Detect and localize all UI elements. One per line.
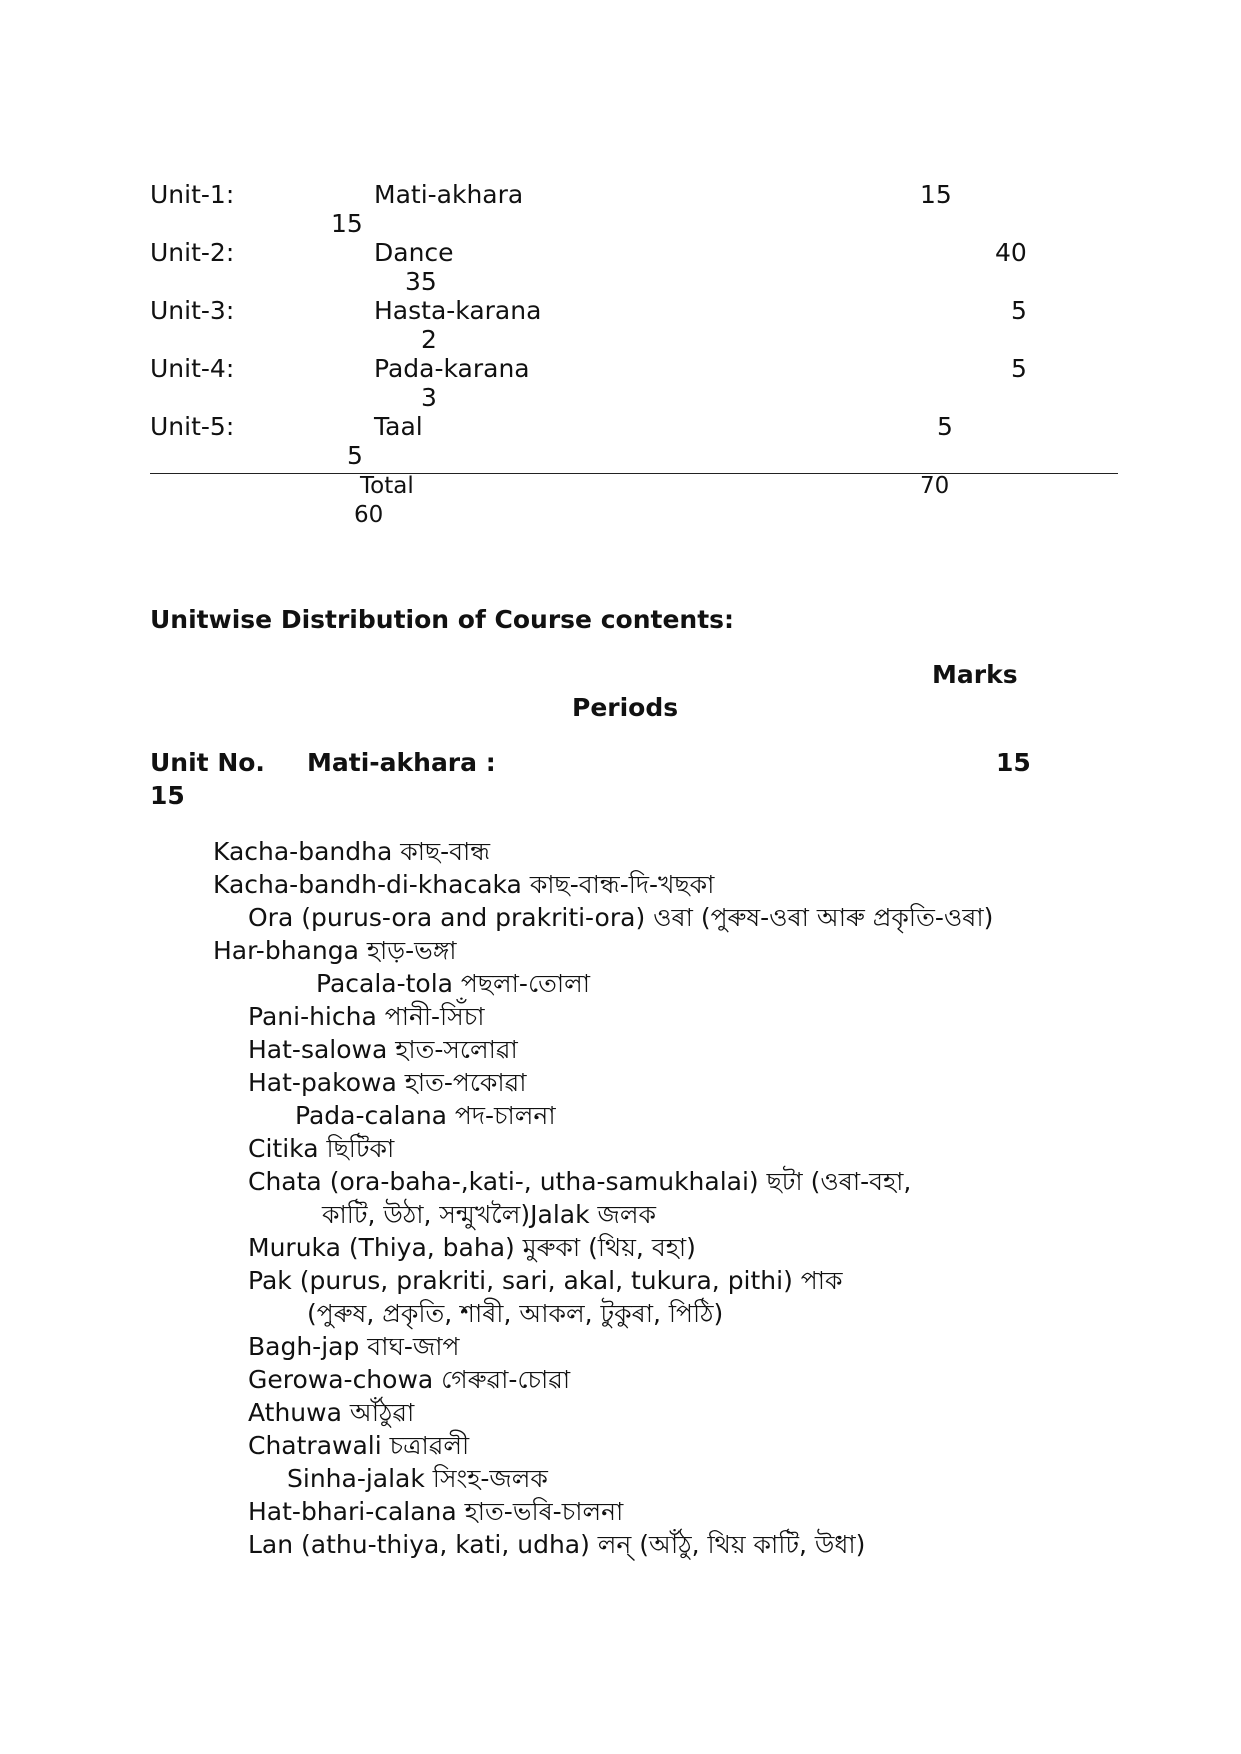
unit-marks: 5 <box>1011 296 1027 325</box>
total-label: Total <box>360 473 414 499</box>
unit-topic: Pada-karana <box>374 354 530 383</box>
unit-label: Unit-2: <box>150 238 235 267</box>
unit-label: Unit-1: <box>150 180 235 209</box>
unit-topic: Mati-akhara <box>374 180 524 209</box>
list-item: Pak (purus, prakriti, sari, akal, tukura, pithi) পাক <box>248 1266 843 1295</box>
unit-periods: 35 <box>405 267 437 296</box>
list-item: Chatrawali চত্ৰাৱলী <box>248 1431 470 1460</box>
unit-periods: 5 <box>347 441 363 470</box>
total-marks: 70 <box>920 473 950 499</box>
total-divider <box>150 473 1118 474</box>
list-item: কাটি, উঠা, সন্মুখলৈ)Jalak জলক <box>322 1200 656 1229</box>
total-periods: 60 <box>354 502 384 528</box>
list-item: Bagh-jap বাঘ-জাপ <box>248 1332 460 1361</box>
unit-marks: 5 <box>937 412 953 441</box>
list-item: Sinha-jalak সিংহ-জলক <box>287 1464 548 1493</box>
list-item: Hat-bhari-calana হাত-ভৰি-চালনা <box>248 1497 624 1526</box>
unit-topic: Taal <box>374 412 423 441</box>
list-item: Chata (ora-baha-,kati-, utha-samukhalai) ছটা (ওৰা-বহা, <box>248 1167 912 1196</box>
list-item: Gerowa-chowa গেৰুৱা-চোৱা <box>248 1365 571 1394</box>
unit-marks: 15 <box>996 748 1031 777</box>
list-item: Citika ছিটিকা <box>248 1134 395 1163</box>
list-item: Lan (athu-thiya, kati, udha) লন্ (আঁঠু, থিয় কাটি, উধা) <box>248 1530 866 1559</box>
unit-marks: 15 <box>920 180 952 209</box>
list-item: Har-bhanga হাড়-ভঙ্গা <box>213 936 457 965</box>
unit-topic: Dance <box>374 238 454 267</box>
unit-label: Unit-3: <box>150 296 235 325</box>
marks-header: Marks <box>932 660 1018 689</box>
list-item: Pada-calana পদ-চালনা <box>295 1101 556 1130</box>
list-item: Pani-hicha পানী-সিঁচা <box>248 1002 485 1031</box>
unit-periods: 3 <box>421 383 437 412</box>
list-item: Kacha-bandh-di-khacaka কাছ-বান্ধ-দি-খছকা <box>213 870 715 899</box>
periods-header: Periods <box>572 693 679 722</box>
list-item: Muruka (Thiya, baha) মুৰুকা (থিয়, বহা) <box>248 1233 696 1262</box>
unit-label: Unit-4: <box>150 354 235 383</box>
unit-title: Mati-akhara : <box>307 748 496 777</box>
unit-periods: 2 <box>421 325 437 354</box>
list-item: Pacala-tola পছলা-তোলা <box>316 969 590 998</box>
unit-marks: 40 <box>995 238 1027 267</box>
list-item: (পুৰুষ, প্ৰকৃতি, শাৰী, আকল, টুকুৰা, পিঠি) <box>307 1299 724 1328</box>
list-item: Ora (purus-ora and prakriti-ora) ওৰা (পুৰুষ-ওৰা আৰু প্ৰকৃতি-ওৰা) <box>248 903 994 932</box>
list-item: Hat-salowa হাত-সলোৱা <box>248 1035 518 1064</box>
list-item: Hat-pakowa হাত-পকোৱা <box>248 1068 527 1097</box>
unit-no-label: Unit No. <box>150 748 265 777</box>
unit-periods: 15 <box>331 209 363 238</box>
unit-topic: Hasta-karana <box>374 296 542 325</box>
unit-marks: 5 <box>1011 354 1027 383</box>
list-item: Kacha-bandha কাছ-বান্ধ <box>213 837 491 866</box>
unit-label: Unit-5: <box>150 412 235 441</box>
section-heading: Unitwise Distribution of Course contents: <box>150 605 735 634</box>
list-item: Athuwa আঁঠুৱা <box>248 1398 415 1427</box>
unit-periods: 15 <box>150 781 185 810</box>
